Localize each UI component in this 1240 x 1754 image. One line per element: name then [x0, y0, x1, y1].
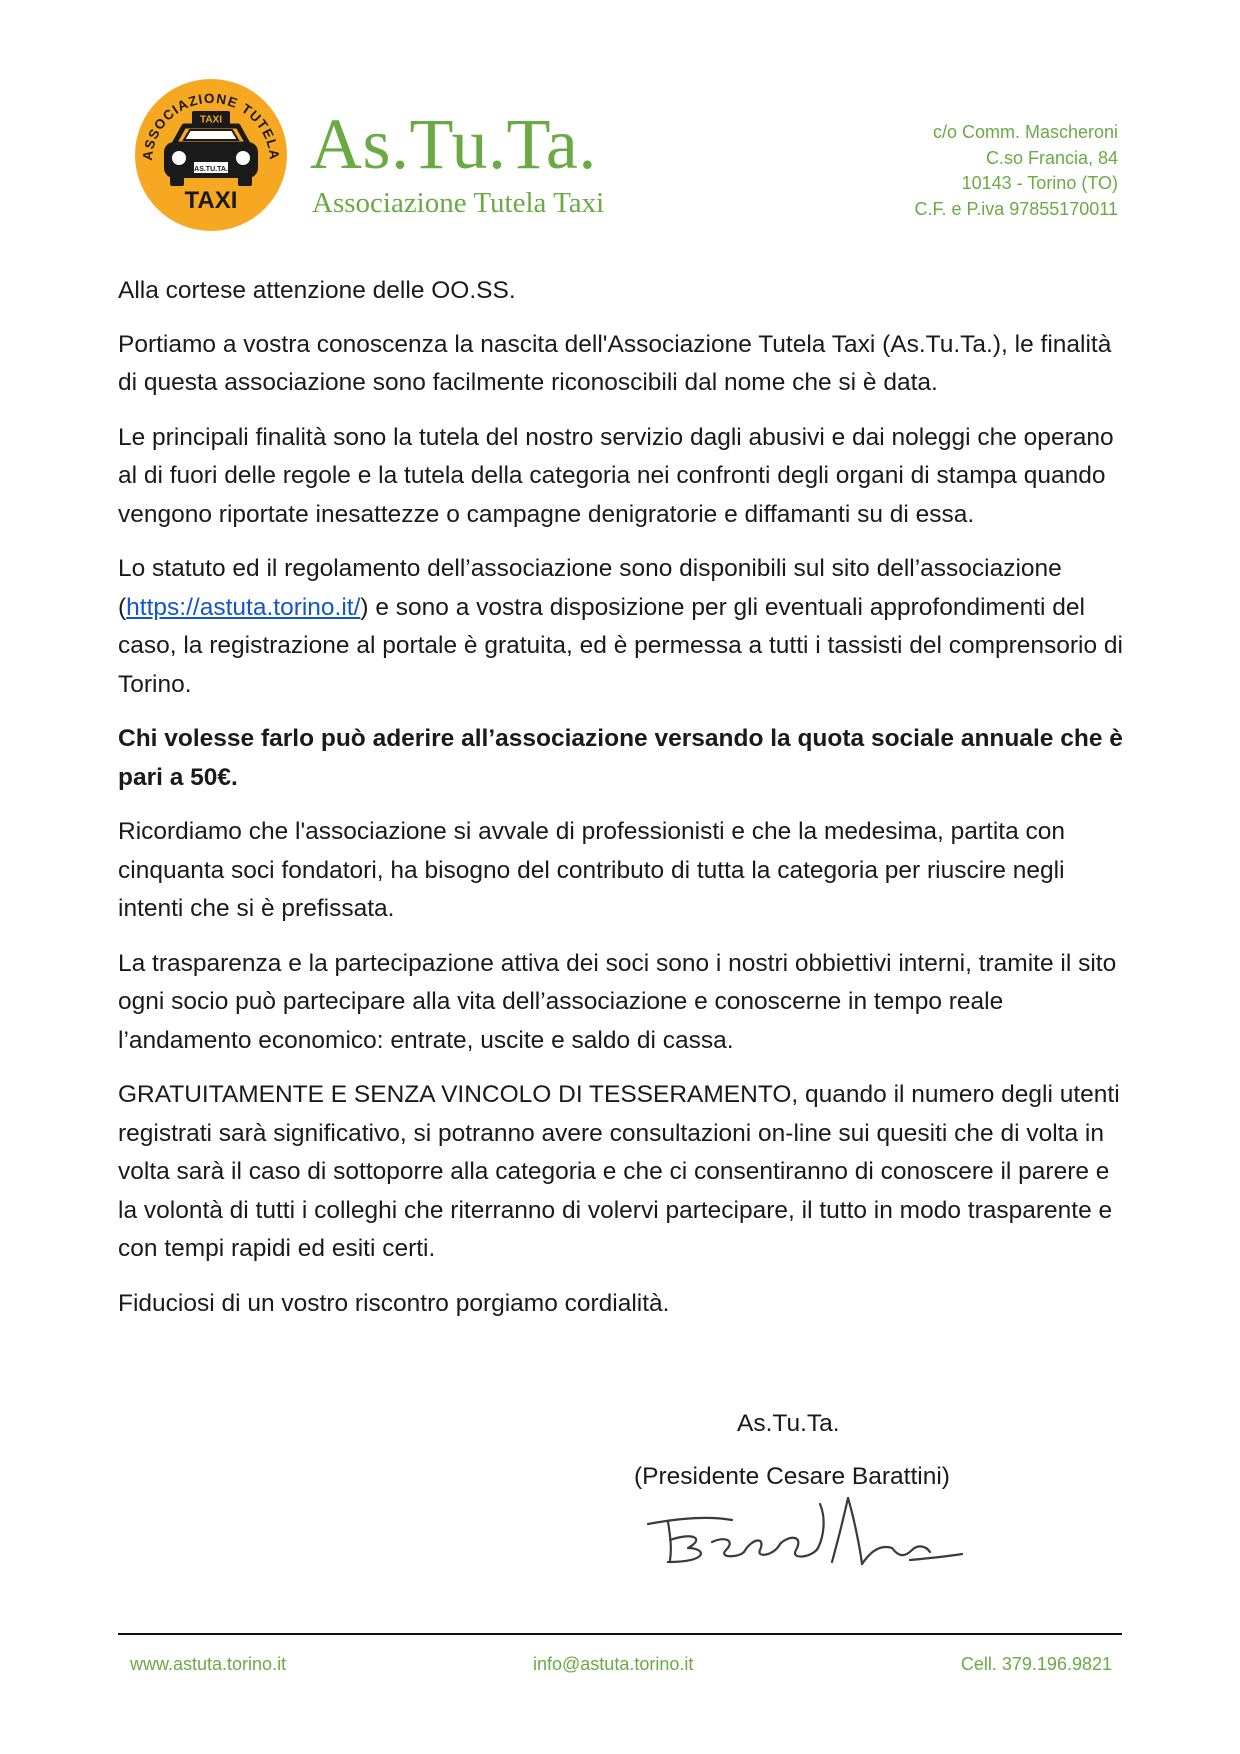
website-link[interactable]: https://astuta.torino.it/ — [126, 593, 361, 621]
handwritten-signature — [640, 1478, 970, 1578]
logo-sign-text: TAXI — [199, 114, 223, 126]
paragraph-aims: Le principali finalità sono la tutela del nostro servizio dagli abusivi e dai noleggi che operano al di fuori delle regole e la tutela della categoria nei confronti degli organi di stampa quando vengono riportate inesattezze o campagne denigratorie e diffamanti su di essa. — [118, 423, 1114, 528]
signature-president: (Presidente Cesare Barattini) — [634, 1463, 950, 1490]
paragraph-statute — [118, 550, 1128, 704]
logo-plate-text: AS.TU.TA. — [194, 166, 228, 173]
address-line: c/o Comm. Mascheroni — [932, 122, 1118, 142]
footer-website[interactable]: www.astuta.torino.it — [130, 1654, 287, 1674]
statute-text-after: ) e sono a vostra disposizione per gli eventuali approfondimenti del caso, la registrazione al portale è gratuita, ed è permessa a tutti i tassisti del comprensorio di Torino. — [118, 593, 1124, 698]
paragraph-consultations: GRATUITAMENTE E SENZA VINCOLO DI TESSERAMENTO, quando il numero degli utenti registrati sarà significativo, si potranno avere consultazioni on-line sui quesiti che di volta in volta sarà il caso di sottoporre alla categoria e che ci consentiranno di conoscere il parere e la volontà di tutti i colleghi che riterranno di volervi partecipare, il tutto in modo trasparente e con tempi rapidi ed esiti certi. — [118, 1081, 1120, 1262]
statute-text-before: Lo statuto ed il regolamento dell’associazione sono disponibili sul sito dell’associazione ( — [118, 555, 1062, 621]
logo-bottom-text: TAXI — [184, 187, 238, 214]
address-block — [915, 120, 1119, 222]
paragraph-transparency: La trasparenza e la partecipazione attiva dei soci sono i nostri obbiettivi interni, tramite il sito ogni socio può partecipare alla vita dell’associazione e conoscerne in tempo reale l’andamento economico: entrate, uscite e saldo di cassa. — [118, 949, 1117, 1054]
paragraph-intro: Portiamo a vostra conoscenza la nascita dell'Associazione Tutela Taxi (As.Tu.Ta.), le finalità di questa associazione sono facilmente riconoscibili dal nome che si è data. — [118, 330, 1112, 396]
address-line: C.F. e P.iva 97855170011 — [914, 198, 1118, 219]
signature-organization: As.Tu.Ta. — [737, 1410, 840, 1437]
paragraph-membership-fee: Chi volesse farlo può aderire all’associazione versando la quota sociale annuale che è pari a 50€. — [118, 725, 1123, 791]
footer-email[interactable]: info@astuta.torino.it — [533, 1654, 694, 1674]
taxi-logo-icon — [134, 78, 288, 232]
brand-subtitle: Associazione Tutela Taxi — [312, 187, 605, 219]
letter-body — [118, 272, 1128, 1339]
brand-title: As.Tu.Ta. — [310, 104, 597, 184]
logo-ring-text: ASSOCIAZIONE TUTELA — [139, 90, 283, 162]
paragraph-contribution: Ricordiamo che l'associazione si avvale di professionisti e che la medesima, partita con cinquanta soci fondatori, ha bisogno del contributo di tutta la categoria per riuscire negli intenti che si è prefissata. — [118, 818, 1066, 922]
footer-divider — [118, 1633, 1122, 1635]
footer-phone: Cell. 379.196.9821 — [960, 1654, 1112, 1674]
salutation: Alla cortese attenzione delle OO.SS. — [118, 277, 516, 304]
address-line: 10143 - Torino (TO) — [961, 173, 1118, 193]
closing: Fiduciosi di un vostro riscontro porgiamo cordialità. — [118, 1289, 670, 1317]
address-line: C.so Francia, 84 — [985, 147, 1118, 168]
